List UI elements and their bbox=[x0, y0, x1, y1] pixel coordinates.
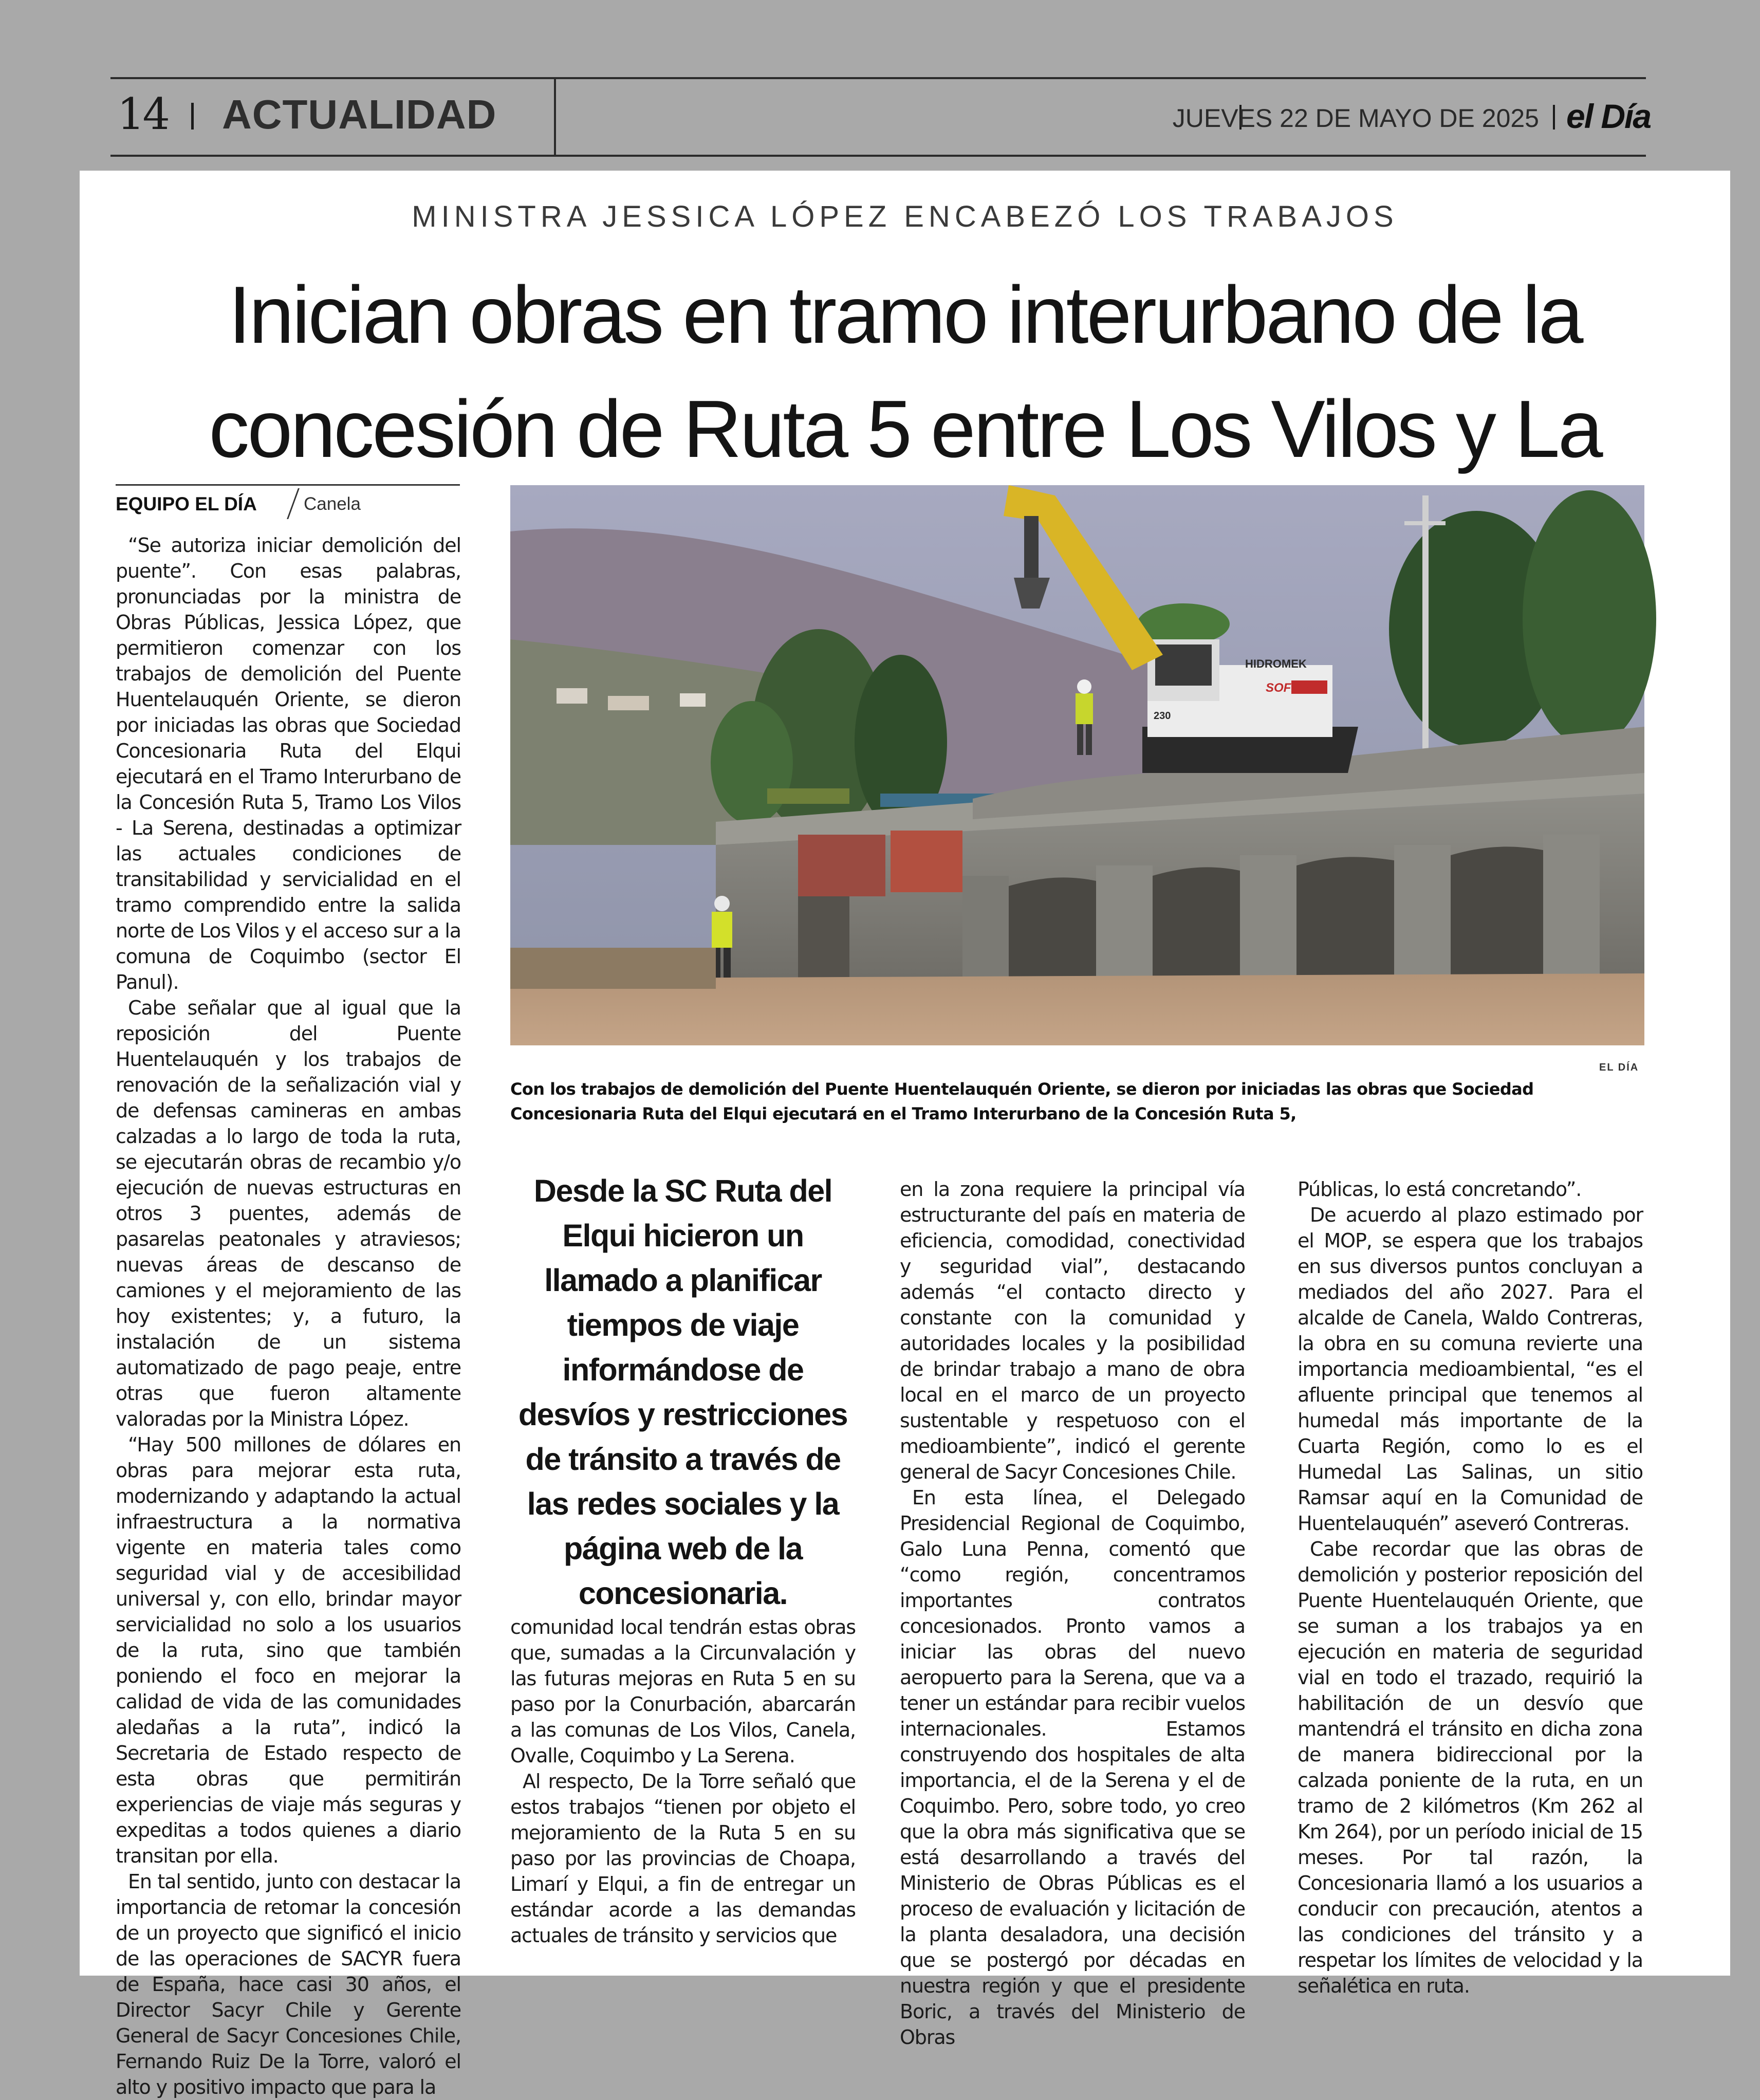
newspaper-logo: el Día bbox=[1566, 97, 1651, 135]
photo-credit: EL DÍA bbox=[1599, 1062, 1639, 1073]
body-column-4 bbox=[1298, 1176, 1643, 1997]
headline-line-2: concesión de Ruta 5 entre Los Vilos y La bbox=[209, 384, 1601, 474]
byline-rule bbox=[116, 484, 460, 486]
paragraph: En tal sentido, junto con destacar la importancia de retomar la concesión de un proyecto que significó el inicio de las operaciones de SACYR fuera de España, hace casi 30 años, el Director Sacyr Chile y Gerente General de Sacyr Concesiones Chile, Fernando Ruiz De la Torre, valoró el alto y positivo impacto que para la bbox=[116, 1870, 461, 2098]
photo-illustration bbox=[510, 485, 1644, 1045]
byline-author: EQUIPO EL DÍA bbox=[116, 493, 257, 514]
paragraph: “Hay 500 millones de dólares en obras para mejorar esta ruta, modernizando y adaptando la actual infraestructura a la normativa vigente en materia tales como seguridad vial y de accesibilidad universal y, con ello, brindar mayor servicialidad no solo a los usuarios de la ruta, sino que también poniendo el foco en mejorar la calidad de vida de las comunidades aledañas a la ruta”, indicó la Secretaria de Estado respecto de esta obras que permitirán experiencias de viaje más seguras y expeditas a todos quienes a diario transitan por ella. bbox=[116, 1433, 461, 1867]
section-title: ACTUALIDAD bbox=[222, 91, 497, 137]
machine-owner: SOFERRA bbox=[1266, 681, 1326, 695]
header-bottom-rule bbox=[110, 155, 1646, 157]
paragraph: Cabe recordar que las obras de demolición y posterior reposición del Puente Huentelauquén Oriente, que se suman a los trabajos ya en ejecución en materia de seguridad vial en todo el trazado, requirió la habilitación de un desvío que mantendrá el tránsito en dicha zona de manera bidireccional por la calzada poniente de la ruta, en un tramo de 2 kilómetros (Km 262 al Km 264), por un período inicial de 15 meses. Por tal razón, la Concesionaria llamó a los usuarios a conducir con precaución, atentos a las condiciones del tránsito y a respetar los límites de velocidad y la señalética en ruta. bbox=[1298, 1538, 1643, 1997]
machine-model: 230 bbox=[1154, 710, 1171, 722]
article-kicker: MINISTRA JESSICA LÓPEZ ENCABEZÓ LOS TRABAJOS bbox=[412, 200, 1398, 233]
paragraph: “Se autoriza iniciar demolición del puente”. Con esas palabras, pronunciadas por la ministra de Obras Públicas, Jessica López, que permitieron comenzar con los trabajos de demolición del Puente Huentelauquén Oriente, se dieron por iniciadas las obras que Sociedad Concesionaria Ruta del Elqui ejecutará en el Tramo Interurbano de la Concesión Ruta 5, Tramo Los Vilos - La Serena, destinadas a optimizar las actuales condiciones de transitabilidad y servicialidad en el tramo comprendido entre la salida norte de Los Vilos y el acceso sur a la comuna de Coquimbo (sector El Panul). bbox=[116, 534, 461, 993]
article-photo bbox=[510, 485, 1644, 1045]
body-column-3 bbox=[900, 1176, 1245, 2049]
machine-brand: HIDROMEK bbox=[1245, 657, 1307, 670]
paragraph: Cabe señalar que al igual que la reposición del Puente Huentelauquén y los trabajos de renovación de la señalización vial y de defensas camineras en ambas calzadas a lo largo de toda la ruta, se ejecutarán obras de recambio y/o ejecución de nuevas estructuras en otros 3 puentes, además de pasarelas peatonales y atraviesos; nuevas áreas de descanso de camiones y el mejoramiento de las hoy existentes; y, a futuro, la instalación de un sistema automatizado de pago peaje, entre otras que fueron altamente valoradas por la Ministra López. bbox=[116, 997, 461, 1430]
pull-quote: Desde la SC Ruta del Elqui hicieron un llamado a planificar tiempos de viaje informándose de desvíos y restricciones de tránsito a través de las redes sociales y la página web de la concesionaria. bbox=[518, 1173, 848, 1611]
paragraph: De acuerdo al plazo estimado por el MOP, se espera que los trabajos en sus diversos puntos concluyan a mediados del año 2027. Para el alcalde de Canela, Waldo Contreras, la obra en su comuna revierte una importancia medioambiental, “es el afluente principal que tenemos al humedal más importante de la Cuarta Región, como lo es el Humedal Las Salinas, un sitio Ramsar aquí en la Comunidad de Huentelauquén” aseveró Contreras. bbox=[1298, 1204, 1643, 1535]
paragraph: Públicas, lo está concretando”. bbox=[1298, 1178, 1582, 1201]
header-separator bbox=[1553, 105, 1555, 130]
paragraph: comunidad local tendrán estas obras que, sumadas a la Circunvalación y las futuras mejoras en Ruta 5 en su paso por la Conurbación, abarcarán a las comunas de Los Vilos, Canela, Ovalle, Coquimbo y La Serena. bbox=[510, 1616, 856, 1767]
body-column-2 bbox=[510, 1614, 856, 1948]
body-column-1 bbox=[116, 532, 461, 2098]
page-number: 14 bbox=[117, 89, 168, 139]
paragraph: en la zona requiere la principal vía estructurante del país en materia de eficiencia, comodidad, conectividad y seguridad vial”, destacando además “el contacto directo y constante con la comunidad y autoridades locales y la posibilidad de brindar trabajo a mano de obra local en el marco de un proyecto sustentable y respetuoso con el medioambiente”, indicó el gerente general de Sacyr Concesiones Chile. bbox=[900, 1178, 1245, 1483]
paragraph: En esta línea, el Delegado Presidencial Regional de Coquimbo, Galo Luna Penna, comentó que “como región, concentramos importantes contratos concesionados. Pronto vamos a iniciar las obras del nuevo aeropuerto para la Serena, que va a tener un estándar para recibir vuelos internacionales. Estamos construyendo dos hospitales de alta importancia, el de la Serena y el de Coquimbo. Pero, sobre todo, yo creo que la obra más significativa que se está desarrollando a través del Ministerio de Obras Públicas es el proceso de evaluación y licitación de la planta desaladora, una decisión que se postergó por décadas en nuestra región y que el presidente Boric, a través del Ministerio de Obras bbox=[900, 1486, 1245, 2049]
header-separator bbox=[191, 103, 194, 130]
paragraph: Al respecto, De la Torre señaló que estos trabajos “tienen por objeto el mejoramiento de la Ruta 5 en su paso por las provincias de Choapa, Limarí y Elqui, a fin de entregar un estándar acorde a las demandas actuales de tránsito y servicios que bbox=[510, 1770, 856, 1947]
header-divider bbox=[554, 77, 556, 157]
publication-date: JUEVES 22 DE MAYO DE 2025 bbox=[1172, 104, 1539, 133]
headline-line-1: Inician obras en tramo interurbano de la bbox=[228, 270, 1582, 360]
header-top-rule bbox=[110, 77, 1646, 79]
photo-caption: Con los trabajos de demolición del Puente Huentelauquén Oriente, se dieron por iniciadas las obras que Sociedad Concesionaria Ruta del Elqui ejecutará en el Tramo Interurbano de la Concesión Ruta 5, bbox=[510, 1079, 1534, 1123]
byline-location: Canela bbox=[304, 494, 361, 514]
article-sheet bbox=[80, 171, 1730, 2098]
